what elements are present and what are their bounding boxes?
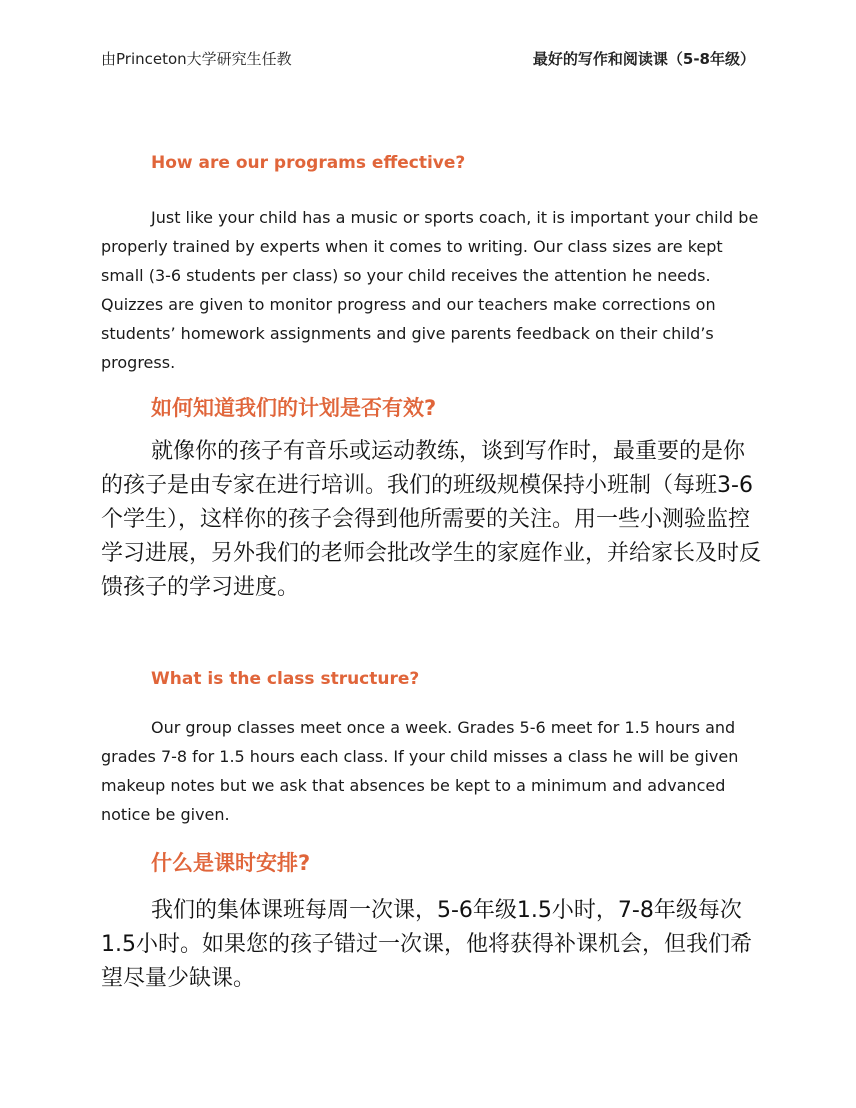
header-right-text: 最好的写作和阅读课（5-8年级） <box>532 50 755 68</box>
section-1-zh-heading: 如何知道我们的计划是否有效? <box>151 396 437 420</box>
section-1-en-body: Just like your child has a music or sports coach, it is important your child be properly trained by experts when it comes to writing. Our class sizes are kept small (3-6 students per class) so your child receives the attention he needs. Quizzes are given to monitor progress and our teachers make corrections on students’ homework assignments and give parents feedback on their child’s progress. <box>101 208 759 372</box>
section-1-chinese <box>101 393 761 605</box>
section-1-english <box>101 151 761 377</box>
section-2-english <box>101 667 761 829</box>
section-2-en-body: Our group classes meet once a week. Grades 5-6 meet for 1.5 hours and grades 7-8 for 1.5 hours each class. If your child misses a class he will be given makeup notes but we ask that absences be kept to a minimum and advanced notice be given. <box>101 718 739 824</box>
page-header <box>101 48 755 74</box>
section-1-zh-body: 就像你的孩子有音乐或运动教练，谈到写作时，最重要的是你的孩子是由专家在进行培训。我们的班级规模保持小班制（每班3-6个学生），这样你的孩子会得到他所需要的关注。用一些小测验监控学习进展，另外我们的老师会批改学生的家庭作业，并给家长及时反馈孩子的学习进度。 <box>101 439 762 600</box>
section-2-en-heading: What is the class structure? <box>151 669 420 689</box>
section-2-chinese <box>101 848 761 996</box>
section-1-en-heading: How are our programs effective? <box>151 153 466 173</box>
section-2-zh-heading: 什么是课时安排? <box>151 851 311 875</box>
header-left-text: 由Princeton大学研究生任教 <box>101 50 292 68</box>
section-2-zh-body: 我们的集体课班每周一次课，5-6年级1.5小时，7-8年级每次1.5小时。如果您的孩子错过一次课，他将获得补课机会，但我们希望尽量少缺课。 <box>101 898 752 991</box>
